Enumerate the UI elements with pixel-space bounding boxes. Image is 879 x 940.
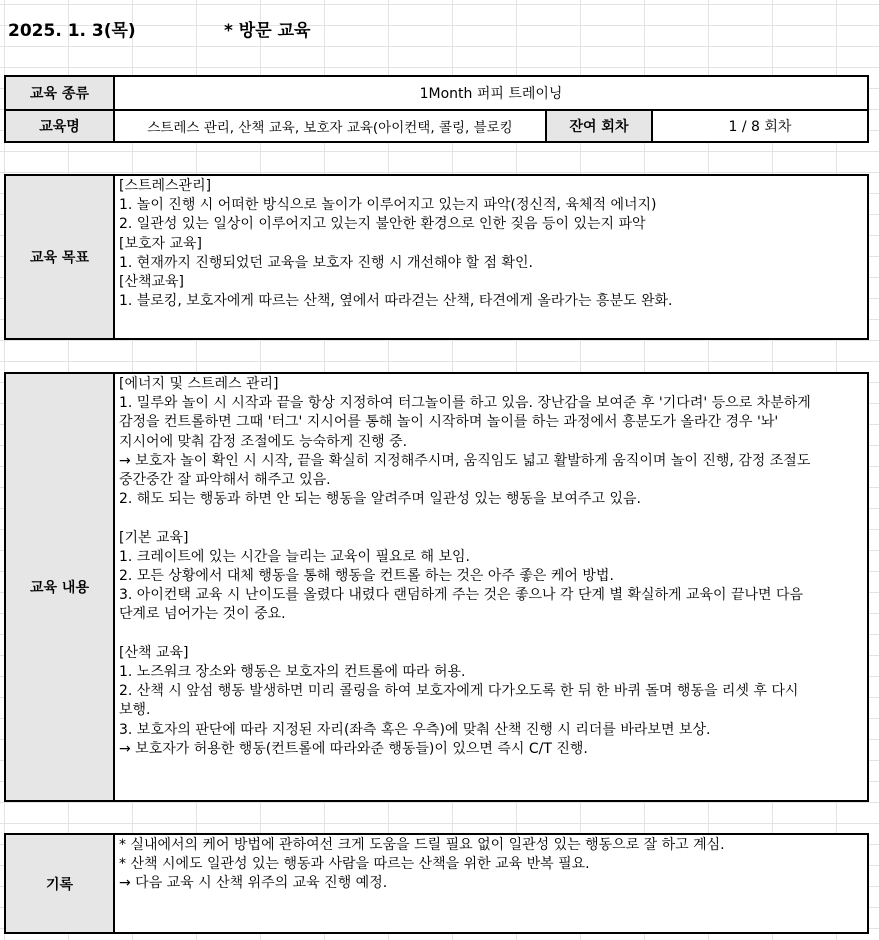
contents-line: 지시어에 맞춰 감정 조절에도 능숙하게 진행 중. [119, 433, 408, 450]
contents-line: 3. 보호자의 판단에 따라 지정된 자리(좌측 혹은 우측)에 맞춰 산책 진행 시 리더를 바라보면 보상. [119, 721, 711, 738]
education-name-value: 스트레스 관리, 산책 교육, 보호자 교육(아이컨택, 콜링, 블로킹 [147, 120, 513, 136]
goals-line: [보호자 교육] [119, 235, 202, 252]
goals-line: 2. 일관성 있는 일상이 이루어지고 있는지 불안한 환경으로 인한 짖음 등이 있는지 파악 [119, 216, 646, 233]
records-line: → 다음 교육 시 산책 위주의 교육 진행 예정. [119, 875, 388, 892]
goals-line: 1. 현재까지 진행되었던 교육을 보호자 진행 시 개선해야 할 점 확인. [119, 254, 533, 271]
contents-line: [기본 교육] [119, 529, 189, 546]
records-label: 기록 [6, 835, 113, 932]
contents-line: 2. 산책 시 앞섬 행동 발생하면 미리 콜링을 하여 보호자에게 다가오도록 한 뒤 한 바퀴 돌며 행동을 리셋 후 다시 [119, 683, 799, 700]
contents-line: 1. 노즈워크 장소와 행동은 보호자의 컨트롤에 따라 허용. [119, 664, 466, 681]
records-content [115, 836, 867, 894]
contents-line: 중간중간 잘 파악해서 해주고 있음. [119, 472, 331, 489]
contents-line: 보행. [119, 702, 151, 719]
contents-line [119, 509, 861, 528]
goals-section [4, 174, 869, 340]
contents-line: 2. 모든 상황에서 대체 행동을 통해 행동을 컨트롤 하는 것은 아주 좋은 케어 방법. [119, 568, 614, 585]
contents-line [119, 625, 861, 644]
contents-label: 교육 내용 [6, 374, 113, 800]
goals-content [115, 177, 867, 311]
goals-line: [산책교육] [119, 274, 185, 291]
records-line: * 실내에서의 케어 방법에 관하여선 크게 도움을 드릴 필요 없이 일관성 있는 행동으로 잘 하고 계심. [119, 837, 725, 853]
contents-line: 감정을 컨트롤하면 그때 '터그' 지시어를 통해 놀이 시작하며 놀이를 하는 과정에서 흥분도가 올라간 경우 '놔' [119, 414, 779, 431]
contents-line: → 보호자가 허용한 행동(컨트롤에 따라와준 행동들)이 있으면 즉시 C/T 진행. [119, 740, 588, 757]
contents-line: 1. 밀루와 놀이 시 시작과 끝을 항상 지정하여 터그놀이를 하고 있음. 장난감을 보여준 후 '기다려' 등으로 차분하게 [119, 395, 811, 412]
contents-line: [에너지 및 스트레스 관리] [119, 376, 279, 392]
contents-line: 단계로 넘어가는 것이 중요. [119, 606, 286, 623]
education-type-value: 1Month 퍼피 트레이닝 [419, 86, 563, 102]
goals-line: [스트레스관리] [119, 178, 212, 194]
education-type-label: 교육 종류 [6, 77, 113, 109]
records-line: * 산책 시에도 일관성 있는 행동과 사람을 따르는 산책을 위한 교육 반복 필요. [119, 856, 590, 873]
contents-line: [산책 교육] [119, 644, 189, 661]
remaining-sessions-value: 1 / 8 회차 [728, 119, 792, 135]
goals-line: 1. 블로킹, 보호자에게 따르는 산책, 옆에서 따라걷는 산책, 타견에게 올라가는 흥분도 완화. [119, 293, 673, 310]
contents-content [115, 375, 867, 759]
contents-line: 1. 크레이트에 있는 시간을 늘리는 교육이 필요로 해 보임. [119, 548, 470, 565]
contents-section [4, 372, 869, 802]
goals-label: 교육 목표 [6, 176, 113, 338]
remaining-sessions-label: 잔여 회차 [547, 111, 651, 141]
education-name-label: 교육명 [6, 111, 113, 141]
report-title: * 방문 교육 [224, 21, 311, 41]
contents-line: 2. 해도 되는 행동과 하면 안 되는 행동을 알려주며 일관성 있는 행동을 보여주고 있음. [119, 491, 641, 508]
contents-line: 3. 아이컨택 교육 시 난이도를 올렸다 내렸다 랜덤하게 주는 것은 좋으나 각 단계 별 확실하게 교육이 끝나면 다음 [119, 587, 804, 604]
info-table [4, 75, 869, 143]
records-section [4, 833, 869, 934]
contents-line: → 보호자 놀이 확인 시 시작, 끝을 확실히 지정해주시며, 움직임도 넓고 활발하게 움직이며 놀이 진행, 감정 조절도 [119, 452, 811, 469]
report-date: 2025. 1. 3(목) [8, 21, 136, 41]
goals-line: 1. 놀이 진행 시 어떠한 방식으로 놀이가 이루어지고 있는지 파악(정신적, 육체적 에너지) [119, 197, 657, 214]
